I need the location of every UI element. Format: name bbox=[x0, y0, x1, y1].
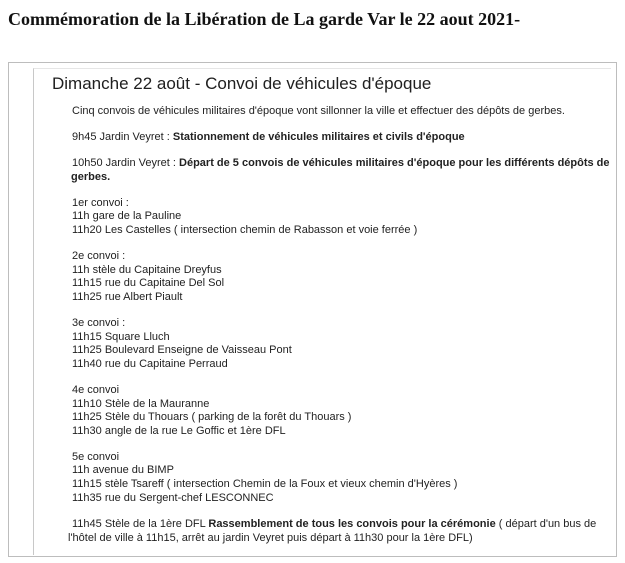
item-description: Stationnement de véhicules militaires et civils d'époque bbox=[172, 131, 465, 144]
convoi-stop: 11h15 stèle Tsareff ( intersection Chemin de la Foux et vieux chemin d'Hyères ) bbox=[72, 477, 458, 490]
item-time: 10h50 Jardin Veyret : bbox=[72, 157, 180, 170]
event-heading: Dimanche 22 août - Convoi de véhicules d'époque bbox=[52, 74, 432, 93]
convoi-stop: 11h15 Square Lluch bbox=[72, 330, 170, 343]
convoi-stop: 11h30 angle de la rue Le Goffic et 1ère DFL bbox=[72, 424, 286, 437]
schedule-item bbox=[72, 157, 612, 184]
convoi-stop: 11h35 rue du Sergent-chef LESCONNEC bbox=[72, 491, 274, 504]
convoi-stop: 11h25 Boulevard Enseigne de Vaisseau Pont bbox=[72, 344, 292, 357]
schedule-item bbox=[72, 131, 612, 145]
convoi-block bbox=[72, 250, 612, 304]
page-title: Commémoration de la Libération de La garde Var le 22 aout 2021- bbox=[8, 9, 521, 29]
convoi-stop: 11h avenue du BIMP bbox=[72, 464, 174, 477]
convoi-block bbox=[72, 197, 612, 238]
convoi-stop: 11h20 Les Castelles ( intersection chemin de Rabasson et voie ferrée ) bbox=[72, 224, 418, 237]
final-item bbox=[68, 517, 617, 545]
convoi-title: 4e convoi bbox=[72, 383, 120, 396]
intro-text: Cinq convois de véhicules militaires d'époque vont sillonner la ville et effectuer des dépôts de gerbes. bbox=[72, 105, 565, 117]
item-note-cont: l'hôtel de ville à 11h15, arrêt au jardin Veyret puis départ à 11h30 pour la 1ère DFL) bbox=[68, 532, 473, 544]
convoi-stop: 11h10 Stèle de la Mauranne bbox=[72, 397, 210, 410]
convoi-title: 3e convoi : bbox=[72, 317, 126, 330]
convoi-stop: 11h40 rue du Capitaine Perraud bbox=[72, 357, 228, 370]
convoi-stop: 11h25 Stèle du Thouars ( parking de la forêt du Thouars ) bbox=[72, 411, 352, 424]
convoi-block bbox=[72, 384, 612, 438]
item-time: 11h45 Stèle de la 1ère DFL bbox=[72, 518, 209, 530]
item-time: 9h45 Jardin Veyret : bbox=[72, 131, 173, 144]
convoi-block bbox=[72, 317, 612, 371]
event-content bbox=[72, 105, 612, 518]
convoi-title: 1er convoi : bbox=[72, 196, 129, 209]
item-description-cont: gerbes. bbox=[71, 170, 111, 183]
item-description: Rassemblement de tous les convois pour la cérémonie bbox=[208, 518, 496, 530]
item-description: Départ de 5 convois de véhicules militaires d'époque pour les différents dépôts de bbox=[179, 157, 610, 170]
convoi-title: 2e convoi : bbox=[72, 250, 126, 263]
convoi-stop: 11h gare de la Pauline bbox=[72, 210, 182, 223]
item-note: ( départ d'un bus de bbox=[495, 518, 597, 530]
convoi-block bbox=[72, 451, 612, 505]
convoi-stop: 11h15 rue du Capitaine Del Sol bbox=[72, 277, 225, 290]
convoi-stop: 11h25 rue Albert Piault bbox=[72, 290, 183, 303]
convoi-stop: 11h stèle du Capitaine Dreyfus bbox=[72, 263, 222, 276]
convoi-title: 5e convoi bbox=[72, 450, 120, 463]
